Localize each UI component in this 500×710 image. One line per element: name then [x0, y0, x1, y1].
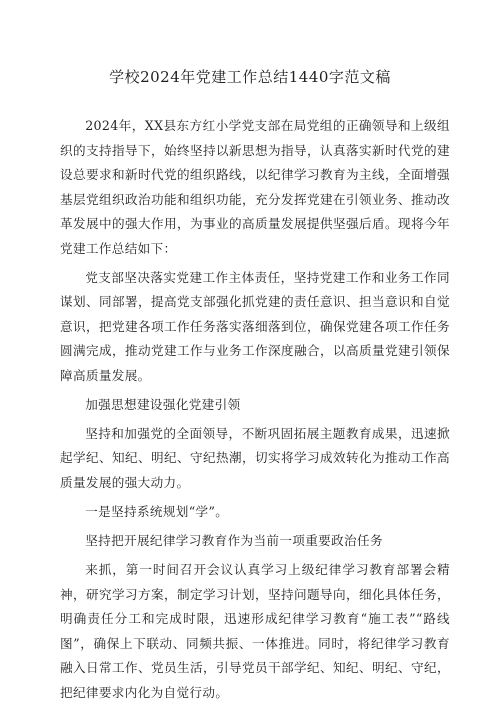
- paragraph-leadership: 坚持和加强党的全面领导，不断巩固拓展主题教育成果，迅速掀起学纪、知纪、明纪、守纪热潮，切实将学习成效转化为推动工作高质量发展的强大动力。: [60, 425, 450, 490]
- paragraph-intro: 2024年，XX县东方红小学党支部在局党组的正确领导和上级组织的支持指导下，始终坚持以新思想为指导，认真落实新时代党的建设总要求和新时代党的组织路线，以纪律学习教育为主线，全面增强基层党组织政治功能和组织功能，充分发挥党建在引领业务、推动改革发展中的强大作用，为事业的高质量发展提供坚强后盾。现将今年党建工作总结如下：: [60, 118, 450, 256]
- document-title: 学校2024年党建工作总结1440字范文稿: [109, 68, 391, 86]
- paragraph-implementation: 来抓，第一时间召开会议认真学习上级纪律学习教育部署会精神，研究学习方案，制定学习计划，坚持问题导向，细化具体任务，明确责任分工和完成时限，迅速形成纪律学习教育“施工表”“路线图”，确保上下联动、同频共振、一体推进。同时，将纪律学习教育融入日常工作、党员生活，引导党员干部学纪、知纪、明纪、守纪，把纪律要求内化为自觉行动。: [60, 562, 450, 700]
- section-heading-ideology: 加强思想建设强化党建引领: [85, 396, 241, 412]
- paragraph-political-task: 坚持把开展纪律学习教育作为当前一项重要政治任务: [85, 532, 383, 548]
- document-body: [60, 114, 450, 710]
- paragraph-responsibility: 党支部坚决落实党建工作主体责任，坚持党建工作和业务工作同谋划、同部署，提高党支部强化抓党建的责任意识、担当意识和自觉意识，把党建各项工作任务落实落细落到位，确保党建各项工作任务圆满完成，推动党建工作与业务工作深度融合，以高质量党建引领保障高质量发展。: [60, 269, 450, 383]
- subheading-system-planning: 一是坚持系统规划“学”。: [85, 503, 229, 519]
